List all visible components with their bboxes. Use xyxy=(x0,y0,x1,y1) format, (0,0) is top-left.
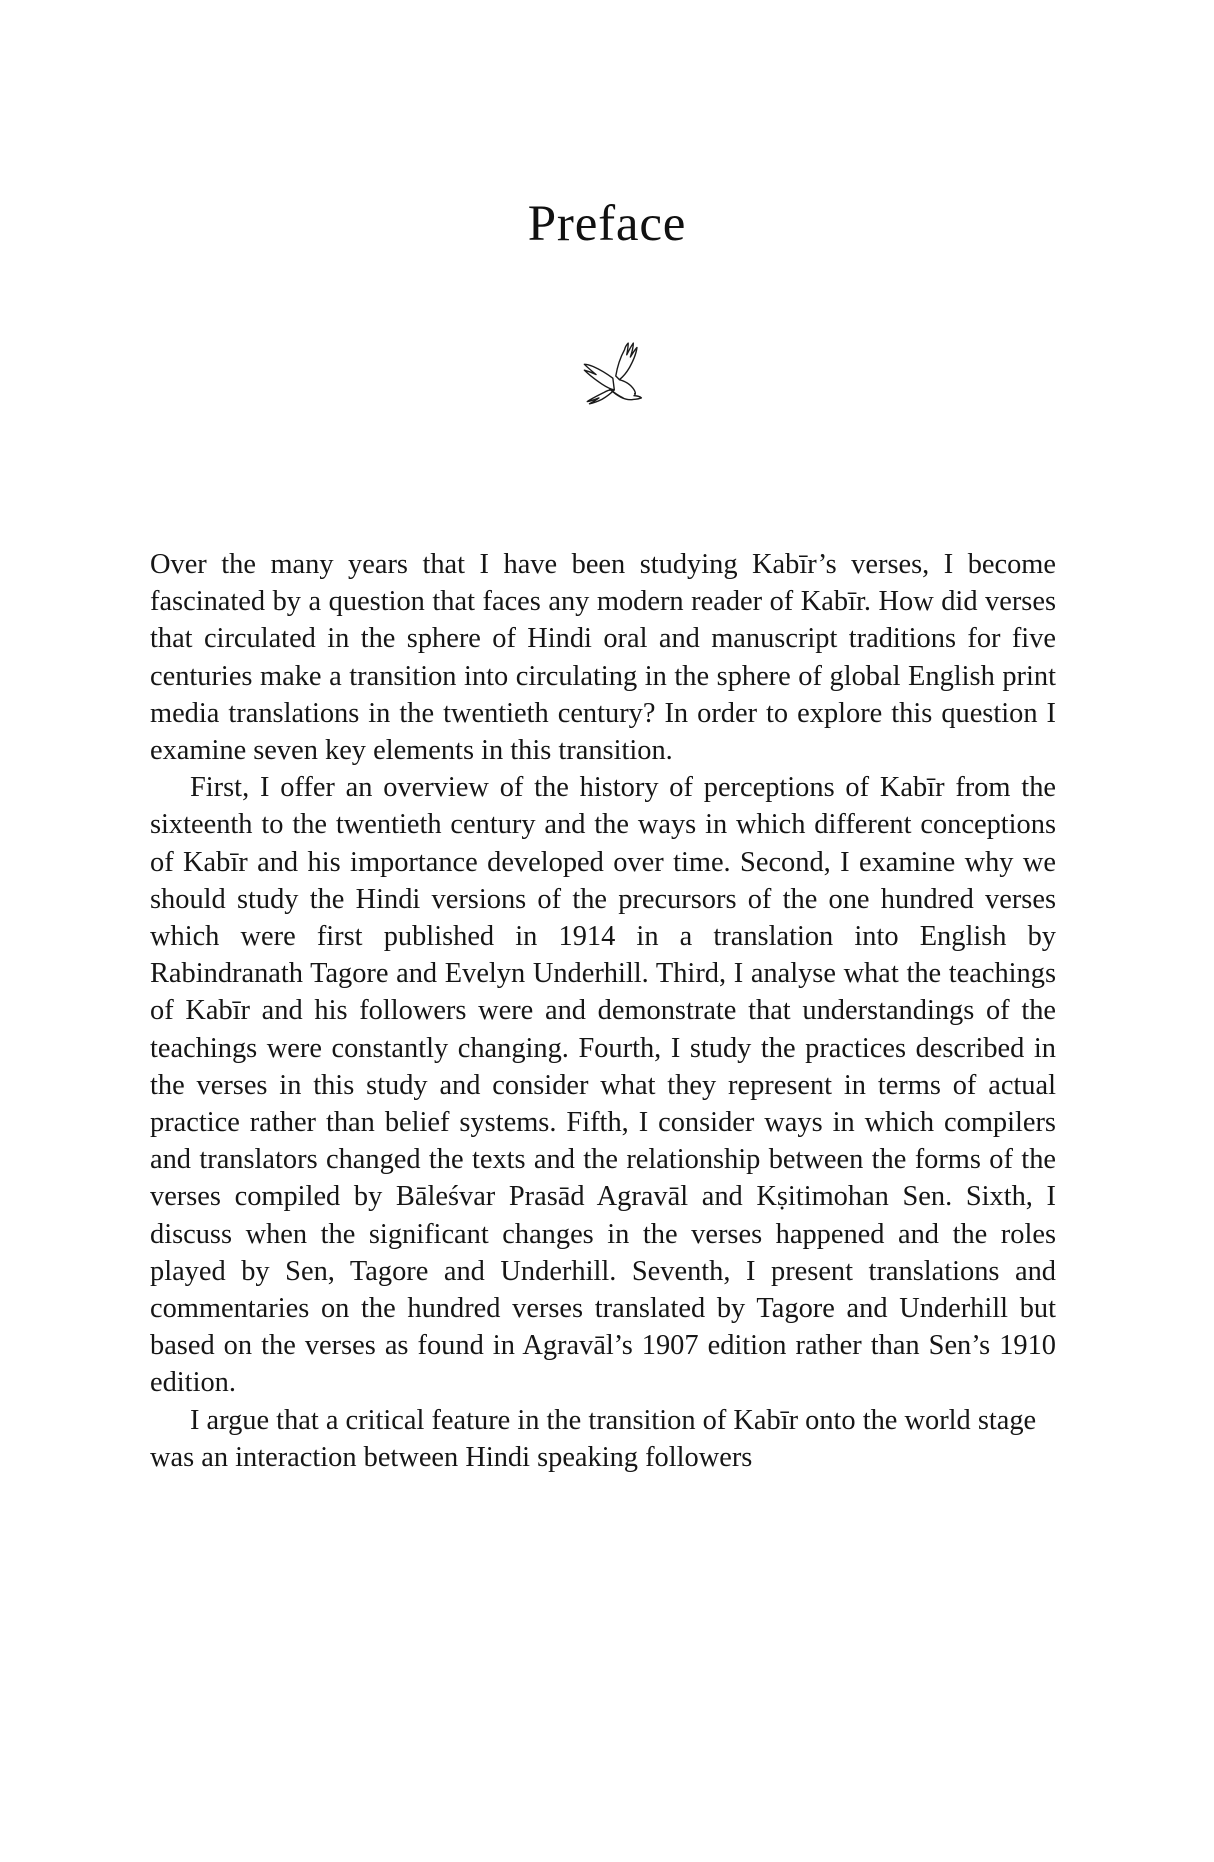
page-title: Preface xyxy=(527,196,687,252)
paragraph-2: First, I offer an overview of the history of perceptions of Kabīr from the sixteenth to the twentieth century and the ways in which different conceptions of Kabīr and his importance developed over time. Second, I examine why we should study the Hindi versions of the precursors of the one hundred verses which were first published in 1914 in a translation into English by Rabindranath Tagore and Evelyn Underhill. Third, I analyse what the teachings of Kabīr and his followers were and demonstrate that understandings of the teachings were constantly changing. Fourth, I study the practices described in the verses in this study and consider what they represent in terms of actual practice rather than belief systems. Fifth, I consider ways in which compilers and translators changed the texts and the relationship between the forms of the verses compiled by Bāleśvar Prasād Agravāl and Kṣitimohan Sen. Sixth, I discuss when the significant changes in the verses happened and the roles played by Sen, Tagore and Underhill. Seventh, I present translations and commentaries on the hundred verses translated by Tagore and Underhill but based on the verses as found in Agravāl’s 1907 edition rather than Sen’s 1910 edition. xyxy=(150,772,1056,1399)
flying-bird-ornament-icon xyxy=(563,338,651,414)
preface-body xyxy=(150,546,1056,1476)
paragraph-3: I argue that a critical feature in the transition of Kabīr onto the world stage was an interaction between Hindi speaking followers xyxy=(150,1404,1037,1473)
ornament-container xyxy=(0,338,1214,414)
paragraph-1: Over the many years that I have been studying Kabīr’s verses, I become fascinated by a question that faces any modern reader of Kabīr. How did verses that circulated in the sphere of Hindi oral and manuscript traditions for five centuries make a transition into circulating in the sphere of global English print media translations in the twentieth century? In order to explore this question I examine seven key elements in this transition. xyxy=(150,549,1056,767)
